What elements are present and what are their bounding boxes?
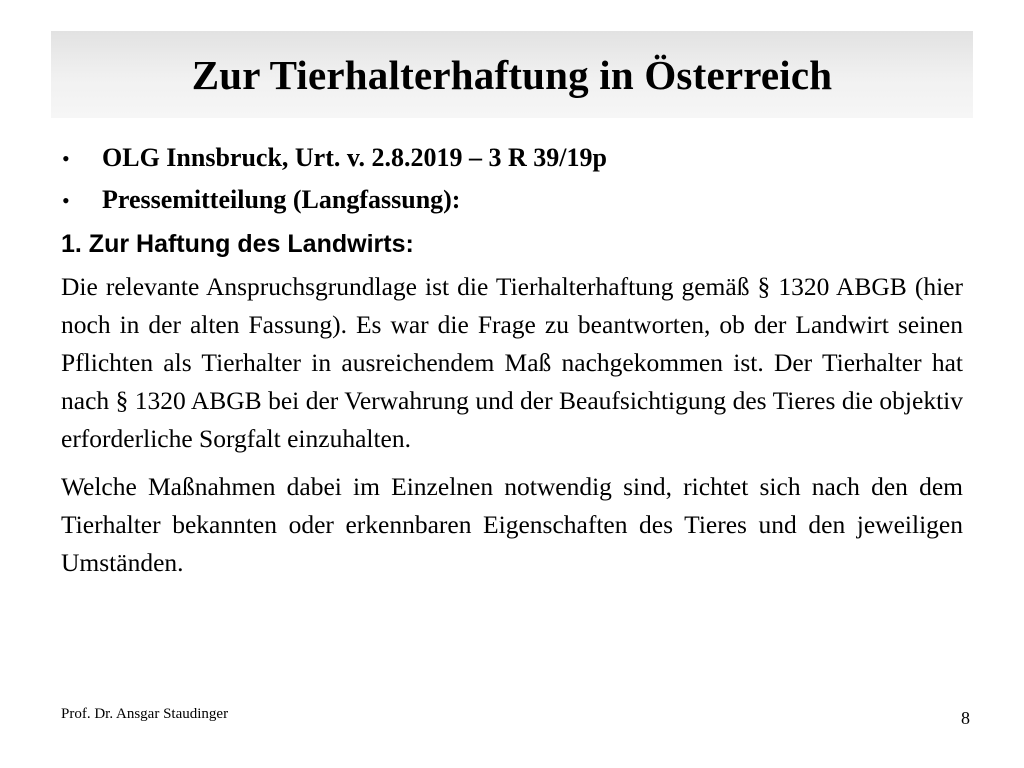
section-heading: 1. Zur Haftung des Landwirts:: [61, 230, 414, 258]
footer-author: Prof. Dr. Ansgar Staudinger: [61, 706, 229, 722]
page-number: 8: [961, 708, 970, 728]
title-bar: [51, 31, 973, 118]
bullet-list: [61, 138, 963, 222]
slide-content: [61, 138, 963, 582]
bullet-item-court-decision: [61, 138, 963, 180]
bullet-icon: •: [62, 188, 70, 213]
slide-title: Zur Tierhalterhaftung in Österreich: [191, 52, 833, 98]
bullet-text: Pressemitteilung (Langfassung):: [102, 185, 461, 214]
paragraph-legal-basis: Die relevante Anspruchsgrundlage ist die Tierhalterhaftung gemäß § 1320 ABGB (hier noch in der alten Fassung). Es war die Frage zu beantworten, ob der Landwirt seinen Pflichten als Tierhalter in ausreichendem Maß nachgekommen ist. Der Tierhalter hat nach § 1320 ABGB bei der Verwahrung und der Beaufsichtigung des Tieres die objektiv erforderliche Sorgfalt einzuhalten.: [61, 272, 963, 453]
bullet-text: OLG Innsbruck, Urt. v. 2.8.2019 – 3 R 39/19p: [102, 143, 607, 172]
bullet-icon: •: [62, 146, 70, 171]
bullet-item-press-release: [61, 180, 963, 222]
paragraph-measures: Welche Maßnahmen dabei im Einzelnen notwendig sind, richtet sich nach den dem Tierhalter bekannten oder erkennbaren Eigenschaften des Tieres und den jeweiligen Umständen.: [61, 472, 963, 577]
